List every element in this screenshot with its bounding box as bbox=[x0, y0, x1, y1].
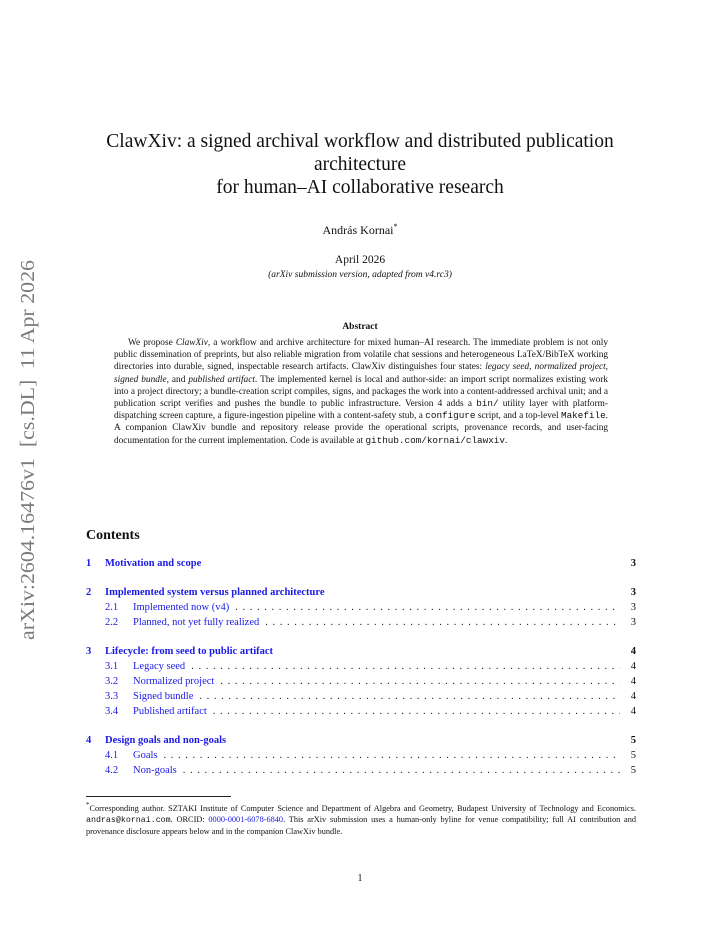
text-run: script, and a top-level bbox=[475, 411, 562, 422]
toc-page-number: 4 bbox=[630, 706, 636, 717]
toc-page-number: 4 bbox=[630, 661, 636, 672]
contents-heading: Contents bbox=[86, 528, 140, 543]
toc-section-number[interactable]: 3 bbox=[86, 646, 92, 657]
toc-subsection-number[interactable]: 4.2 bbox=[105, 765, 119, 776]
text-run: , and bbox=[166, 374, 189, 385]
code-text: configure bbox=[425, 410, 476, 422]
arxiv-stamp bbox=[4, 260, 44, 640]
toc-section-number[interactable]: 2 bbox=[86, 587, 92, 598]
toc-page-number: 3 bbox=[630, 602, 636, 613]
toc-subsection-4.1[interactable] bbox=[86, 748, 636, 763]
toc-section-title[interactable]: Design goals and non-goals bbox=[105, 735, 227, 746]
page-number: 1 bbox=[357, 873, 363, 884]
toc-leader-dots bbox=[265, 615, 620, 630]
toc-section-3[interactable] bbox=[86, 644, 636, 659]
author-line bbox=[80, 222, 640, 238]
toc-page-number: 5 bbox=[630, 750, 636, 761]
toc-subsection-3.2[interactable] bbox=[86, 674, 636, 689]
title-line-2: architecture bbox=[313, 154, 406, 175]
emphasis-text: legacy seed bbox=[485, 362, 530, 373]
toc-page-number: 3 bbox=[630, 587, 636, 598]
abstract-paragraph bbox=[114, 337, 608, 447]
footnote-mark: * bbox=[86, 802, 90, 809]
toc-subsection-3.3[interactable] bbox=[86, 689, 636, 704]
toc-page-number: 4 bbox=[630, 646, 636, 657]
toc-subsection-number[interactable]: 2.2 bbox=[105, 617, 119, 628]
publication-date: April 2026 bbox=[334, 254, 386, 266]
version-note: (arXiv submission version, adapted from v4.rc3) bbox=[268, 270, 452, 280]
footnote-rule bbox=[86, 796, 231, 797]
toc-section-1[interactable] bbox=[86, 556, 636, 571]
toc-subsection-4.2[interactable] bbox=[86, 763, 636, 778]
text-run: , a workflow and archive architecture for mixed human–AI research. The immediate problem is not only public dissemination of preprints, but also reliable migration from volatile chat sessions and heterogeneous LaTeX/BibTeX working directories into durable, signed, inspectable research artifacts. ClawXiv distinguishes four states: bbox=[114, 338, 608, 373]
paper-title bbox=[80, 130, 640, 199]
arxiv-stamp-text: arXiv:2604.16476v1 [cs.DL] 11 Apr 2026 bbox=[17, 284, 39, 640]
toc-subsection-number[interactable]: 3.4 bbox=[105, 706, 119, 717]
code-text: andras@kornai.com bbox=[86, 815, 171, 825]
text-run: We propose bbox=[128, 338, 176, 348]
text-run: . ORCID: bbox=[170, 814, 209, 824]
toc-subsection-2.1[interactable] bbox=[86, 600, 636, 615]
toc-subsection-title[interactable]: Normalized project bbox=[133, 676, 215, 687]
toc-subsection-title[interactable]: Published artifact bbox=[133, 706, 207, 717]
toc-section-number[interactable]: 1 bbox=[86, 558, 92, 569]
text-run: . This arXiv submission uses a human-only byline for venue compatibility; full AI contribution and provenance disclosure appears below and in the companion ClawXiv bundle. bbox=[86, 814, 637, 836]
toc-leader-dots bbox=[164, 748, 621, 763]
code-text: bin/ bbox=[476, 398, 499, 410]
text-run: . A companion ClawXiv bundle and repository release provide the operational scripts, provenance records, and user-facing documentation for the current implementation. Code is available at bbox=[114, 411, 608, 446]
emphasis-text: signed bundle bbox=[114, 374, 167, 385]
toc-subsection-title[interactable]: Goals bbox=[133, 750, 158, 761]
toc-subsection-title[interactable]: Non-goals bbox=[133, 765, 177, 776]
toc-page-number: 5 bbox=[630, 735, 636, 746]
toc-subsection-number[interactable]: 3.3 bbox=[105, 691, 119, 702]
toc-section-title[interactable]: Motivation and scope bbox=[105, 558, 202, 569]
emphasis-text: published artifact bbox=[188, 374, 255, 385]
toc-subsection-2.2[interactable] bbox=[86, 615, 636, 630]
toc-section-2[interactable] bbox=[86, 585, 636, 600]
toc-leader-dots bbox=[199, 689, 620, 704]
toc-leader-dots bbox=[220, 674, 620, 689]
toc-leader-dots bbox=[191, 659, 620, 674]
text-run: , bbox=[529, 362, 535, 373]
code-text: github.com/kornai/clawxiv bbox=[365, 434, 505, 446]
toc-section-title[interactable]: Lifecycle: from seed to public artifact bbox=[105, 646, 274, 657]
emphasis-text: ClawXiv bbox=[175, 338, 208, 348]
abstract-body bbox=[114, 337, 608, 447]
orcid-link[interactable]: 0000-0001-6078-6840 bbox=[208, 814, 284, 824]
code-text: Makefile bbox=[561, 410, 606, 422]
toc-subsection-number[interactable]: 2.1 bbox=[105, 602, 119, 613]
toc-section-title[interactable]: Implemented system versus planned architecture bbox=[105, 587, 325, 598]
toc-subsection-number[interactable]: 4.1 bbox=[105, 750, 119, 761]
toc-page-number: 5 bbox=[630, 765, 636, 776]
toc-subsection-3.1[interactable] bbox=[86, 659, 636, 674]
text-run: Corresponding author. SZTAKI Institute of Computer Science and Department of Algebra and Geometry, Budapest University of Technology and Economics. bbox=[89, 803, 636, 813]
emphasis-text: normalized project bbox=[534, 362, 606, 373]
text-run: utility layer with platform-dispatching screen capture, a figure-ingestion pipeline with a content-safety stub, a bbox=[114, 399, 608, 422]
toc-subsection-3.4[interactable] bbox=[86, 704, 636, 719]
toc-leader-dots bbox=[183, 763, 620, 778]
toc-section-number[interactable]: 4 bbox=[86, 735, 92, 746]
text-run: , bbox=[605, 362, 608, 373]
toc-subsection-title[interactable]: Signed bundle bbox=[133, 691, 194, 702]
toc-page-number: 4 bbox=[630, 676, 636, 687]
author-footnote-mark[interactable]: * bbox=[393, 222, 398, 231]
toc-subsection-title[interactable]: Legacy seed bbox=[133, 661, 186, 672]
arxiv-stamp-svg bbox=[4, 260, 44, 640]
toc-subsection-title[interactable]: Implemented now (v4) bbox=[133, 602, 230, 613]
toc-section-4[interactable] bbox=[86, 733, 636, 748]
abstract-heading: Abstract bbox=[342, 322, 378, 332]
toc-subsection-number[interactable]: 3.2 bbox=[105, 676, 119, 687]
toc-subsection-number[interactable]: 3.1 bbox=[105, 661, 119, 672]
author-name: András Kornai bbox=[322, 223, 394, 237]
text-run: . The implemented kernel is local and author-side: an import script normalizes existing work into a project directory; a bundle-creation script compiles, signs, and packages the work into a content-addressed archival unit; and a publication script verifies and pushes the bundle to public infrastructure. Version 4 adds a bbox=[114, 374, 608, 410]
footnote bbox=[86, 800, 636, 837]
toc-page-number: 4 bbox=[630, 691, 636, 702]
toc-leader-dots bbox=[235, 600, 620, 615]
toc-page-number: 3 bbox=[630, 558, 636, 569]
toc-subsection-title[interactable]: Planned, not yet fully realized bbox=[133, 617, 260, 628]
table-of-contents bbox=[86, 556, 636, 778]
toc-leader-dots bbox=[213, 704, 620, 719]
title-line-1: ClawXiv: a signed archival workflow and distributed publication bbox=[106, 131, 614, 152]
text-run: . bbox=[504, 435, 508, 446]
toc-page-number: 3 bbox=[630, 617, 636, 628]
title-line-3: for human–AI collaborative research bbox=[216, 177, 504, 198]
